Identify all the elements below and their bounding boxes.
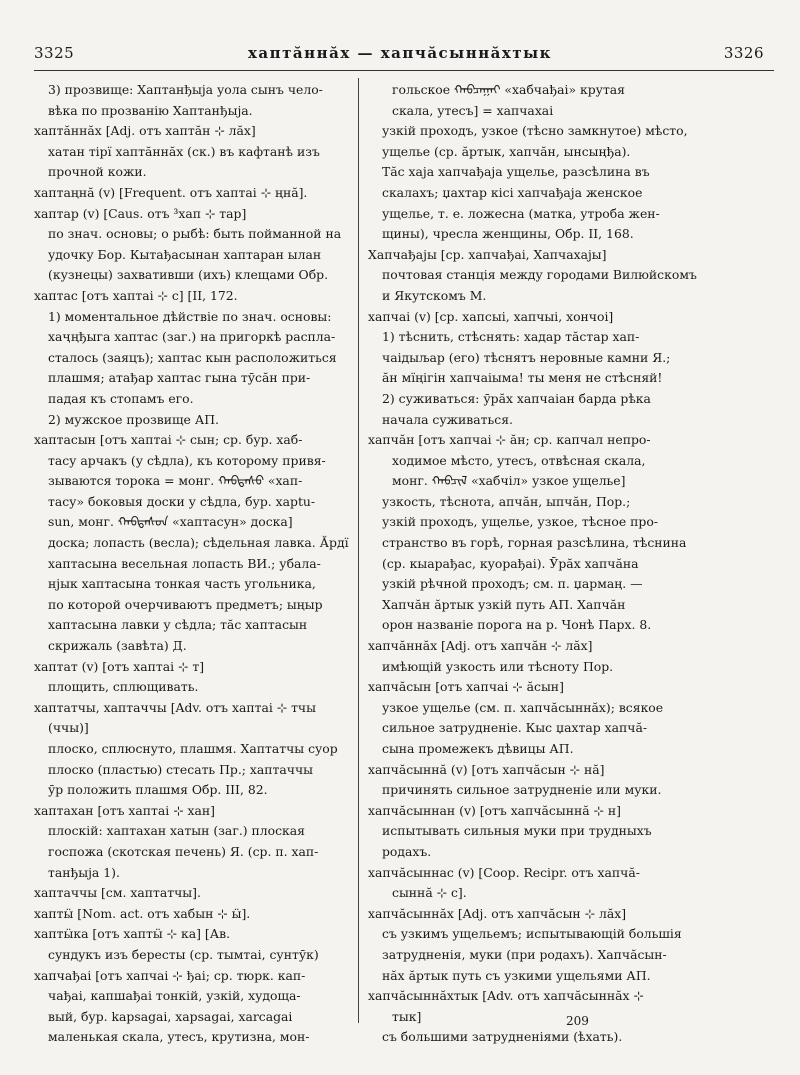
page-number-left: 3325: [34, 44, 75, 62]
text-line: скала, утесъ] = хапчахаі: [392, 102, 554, 118]
text-line: узкій рѣчной проходъ; см. п. џармаң. —: [382, 576, 643, 592]
text-line: скалахъ; џахтар кісі хапчађаја женское: [382, 184, 643, 200]
left-column: [34, 80, 350, 1048]
text-line: тасу» боковыя доски у сѣдла, бур. xaptu-: [48, 493, 316, 509]
text-line: тык]: [392, 1008, 422, 1024]
text-line: родахъ.: [382, 843, 432, 859]
text-line: плоско (пластью) стесать Пр.; хаптаччы: [48, 761, 314, 777]
text-line: (ччы)]: [48, 720, 89, 736]
text-line: сильное затрудненіе. Кыс џахтар хапчӑ-: [382, 720, 648, 736]
text-line: 1) моментальное дѣйствіе по знач. основы:: [48, 308, 332, 324]
text-line: хапчӑсыннан (v) [отъ хапчӑсыннӑ ⊹ н]: [368, 802, 621, 818]
text-line: хапчӑсыннас (v) [Coop. Recipr. отъ хапчӑ-: [368, 864, 640, 880]
text-line: орон названіе порога на р. Чонѣ Парх. 8.: [382, 617, 652, 633]
text-line: почтовая станція между городами Вилюйскомъ: [382, 267, 697, 283]
text-line: хаптӹ [Nom. act. отъ хабын ⊹ ӹ].: [34, 905, 251, 921]
text-line: сына промежекъ дѣвицы АП.: [382, 741, 574, 756]
text-line: хапчӑннӑх [Adj. отъ хапчӑн ⊹ лӑх]: [368, 638, 593, 654]
text-line: съ большими затрудненіями (ѣхать).: [382, 1029, 623, 1045]
text-line: нӑх ӑртык путь съ узкими ущельями АП.: [382, 967, 651, 983]
text-line: доска; лопасть (весла); сѣдельная лавка. Ӑрдї: [48, 535, 349, 551]
text-line: странство въ горѣ, горная разсѣлина, тѣснина: [382, 535, 687, 551]
text-line: 1) тѣснить, стѣснять: хадар тӑстар хап-: [382, 329, 640, 345]
text-line: (кузнецы) захвативши (ихъ) клещами Обр.: [48, 267, 329, 283]
text-line: зываются торока = монг. ᠬᠠᠪᠲᠠᠰᠤ «хап-: [48, 473, 303, 489]
text-line: чаідыљар (его) тѣснятъ неровные камни Я.;: [382, 349, 671, 365]
text-line: тасу арчакъ (у сѣдла), къ которому привя-: [48, 452, 326, 468]
text-line: хаптасын [отъ хаптаі ⊹ сын; ср. бур. хаб-: [34, 432, 303, 448]
text-line: плоско, сплюснуто, плашмя. Хаптатчы суор: [48, 741, 338, 756]
running-header: [0, 44, 800, 68]
text-line: ущелье, т. е. ложесна (матка, утроба жен-: [382, 205, 660, 221]
text-line: ӑн мїңігін хапчаіыма! ты меня не стѣсняй!: [382, 370, 663, 386]
text-line: хаптӑннӑх [Adj. отъ хаптӑн ⊹ лӑх]: [34, 123, 256, 139]
header-rule: [34, 70, 774, 71]
text-line: хаптар (v) [Caus. отъ ³хап ⊹ тар]: [34, 205, 247, 221]
text-line: удочку Бор. Кытађасынан хаптаран ылан: [48, 246, 322, 262]
text-line: плоскій: хаптахан хатын (заг.) плоская: [48, 823, 306, 839]
text-line: хаптаңнӑ (v) [Frequent. отъ хаптаі ⊹ ңнӑ].: [34, 184, 308, 200]
text-line: по знач. основы; о рыбѣ: быть пойманной на: [48, 226, 342, 242]
text-line: чађаі, капшађаі тонкій, узкій, худоща-: [48, 988, 301, 1004]
text-line: скрижаль (завѣта) Д.: [48, 638, 187, 654]
text-line: хапчађаі [отъ хапчаі ⊹ ђаі; ср. тюрк. кап-: [34, 967, 306, 983]
text-line: (ср. кыарађас, куорађаі). Ӯрӑх хапчӑна: [382, 555, 639, 571]
right-column: [368, 80, 772, 1048]
text-line: хаптат (v) [отъ хаптаі ⊹ т]: [34, 658, 205, 674]
text-line: хаптӹка [отъ хаптӹ ⊹ ка] [Ав.: [34, 926, 231, 942]
text-line: вый, бур. kapsagai, xapsagai, xarcagai: [48, 1008, 293, 1024]
text-line: ущелье (ср. ӑртык, хапчӑн, ынсыңђа).: [382, 143, 631, 159]
header-title: хаптӑннӑх — хапчӑсыннӑхтык: [247, 44, 552, 62]
column-divider: [358, 78, 359, 1023]
text-line: хапчӑн [отъ хапчаі ⊹ ӑн; ср. капчал непро-: [368, 432, 651, 448]
text-line: 2) суживаться: ӯрӑх хапчаіан барда рѣка: [382, 390, 651, 406]
text-line: площить, сплющивать.: [48, 679, 199, 695]
text-line: и Якутскомъ М.: [382, 287, 487, 303]
text-line: причинять сильное затрудненіе или муки.: [382, 782, 662, 798]
text-line: гольское ᠬᠠᠪᠴᠠᠭᠠᠢ «хабчађаі» крутая: [392, 82, 626, 97]
text-line: хатан тірї хаптӑннӑх (ск.) въ кафтанѣ изъ: [48, 143, 320, 159]
text-line: сталось (заяцъ); хаптас кын расположиться: [48, 349, 337, 365]
text-line: хаптатчы, хаптаччы [Adv. отъ хаптаі ⊹ тчы: [34, 699, 316, 715]
text-line: ӯр положить плашмя Обр. III, 82.: [48, 782, 268, 798]
text-line: маленькая скала, утесъ, крутизна, мон-: [48, 1029, 310, 1045]
text-line: испытывать сильныя муки при трудныхъ: [382, 823, 652, 839]
text-line: хапчӑсыннӑх [Adj. отъ хапчӑсын ⊹ лӑх]: [368, 905, 627, 921]
text-line: Хапчађајы [ср. хапчађаі, Хапчахајы]: [368, 246, 607, 262]
text-line: хаптасына весельная лопасть ВИ.; убала-: [48, 555, 321, 571]
text-line: вѣка по прозванію Хаптанђыја.: [48, 102, 253, 118]
footer-page-number: 209: [566, 1014, 589, 1028]
text-line: хаптасына лавки у сѣдла; тӑс хаптасын: [48, 617, 308, 633]
text-line: начала суживаться.: [382, 411, 513, 427]
text-line: сыннӑ ⊹ с].: [392, 885, 467, 901]
text-line: 2) мужское прозвище АП.: [48, 411, 219, 427]
text-line: танђыја 1).: [48, 864, 120, 880]
text-line: узкость, тѣснота, апчӑн, ыпчӑн, Пор.;: [382, 493, 631, 509]
text-line: хаптаччы [см. хаптатчы].: [34, 885, 201, 901]
text-line: прочной кожи.: [48, 164, 147, 180]
text-line: узкій проходъ, узкое (тѣсно замкнутое) мѣсто,: [382, 123, 688, 139]
text-line: щины), чресла женщины, Обр. II, 168.: [382, 226, 634, 242]
text-line: монг. ᠬᠠᠪᠴᠢᠯ «хабчіл» узкое ущелье]: [392, 473, 626, 489]
text-line: госпожа (скотская печень) Я. (ср. п. хап-: [48, 843, 319, 859]
text-line: узкій проходъ, ущелье, узкое, тѣсное про-: [382, 514, 658, 530]
text-line: плашмя; атађар хаптас гына тӯсӑн при-: [48, 370, 311, 386]
text-line: хапчаі (v) [ср. хапсыі, хапчыі, хончоі]: [368, 308, 614, 324]
text-line: хаҷңђыга хаптас (заг.) на пригоркѣ распла-: [48, 329, 336, 345]
text-line: Тӑс хаја хапчађаја ущелье, разсѣлина въ: [382, 164, 650, 180]
text-line: имѣющій узкость или тѣсноту Пор.: [382, 658, 614, 674]
text-line: хапчӑсыннӑ (v) [отъ хапчӑсын ⊹ нӑ]: [368, 761, 605, 777]
text-line: хаптахан [отъ хаптаі ⊹ хан]: [34, 802, 215, 818]
text-line: падая къ стопамъ его.: [48, 390, 194, 406]
text-line: Хапчӑн ӑртык узкій путь АП. Хапчӑн: [382, 596, 626, 612]
text-line: затрудненія, муки (при родахъ). Хапчӑсын-: [382, 946, 667, 962]
text-line: сундукъ изъ бересты (ср. тымтаі, сунтӯк): [48, 946, 319, 962]
text-line: хапчӑсын [отъ хапчаі ⊹ ӑсын]: [368, 679, 564, 695]
text-line: по которой очерчиваютъ предметъ; ыңыр: [48, 596, 323, 612]
text-line: ходимое мѣсто, утесъ, отвѣсная скала,: [392, 452, 646, 468]
text-line: sun, монг. ᠬᠠᠪᠲᠠᠰᠤᠨ «хаптасун» доска]: [48, 514, 293, 530]
text-line: хапчӑсыннӑхтык [Adv. отъ хапчӑсыннӑх ⊹: [368, 988, 644, 1004]
text-line: узкое ущелье (см. п. хапчӑсыннӑх); всякое: [382, 699, 664, 715]
text-line: хаптас [отъ хаптаі ⊹ с] [II, 172.: [34, 287, 238, 303]
page-number-right: 3326: [723, 44, 764, 62]
text-line: нјык хаптасына тонкая часть угольника,: [48, 576, 316, 592]
text-line: 3) прозвище: Хаптанђыја уола сынъ чело-: [48, 82, 323, 97]
text-line: съ узкимъ ущельемъ; испытывающій большія: [382, 926, 682, 942]
